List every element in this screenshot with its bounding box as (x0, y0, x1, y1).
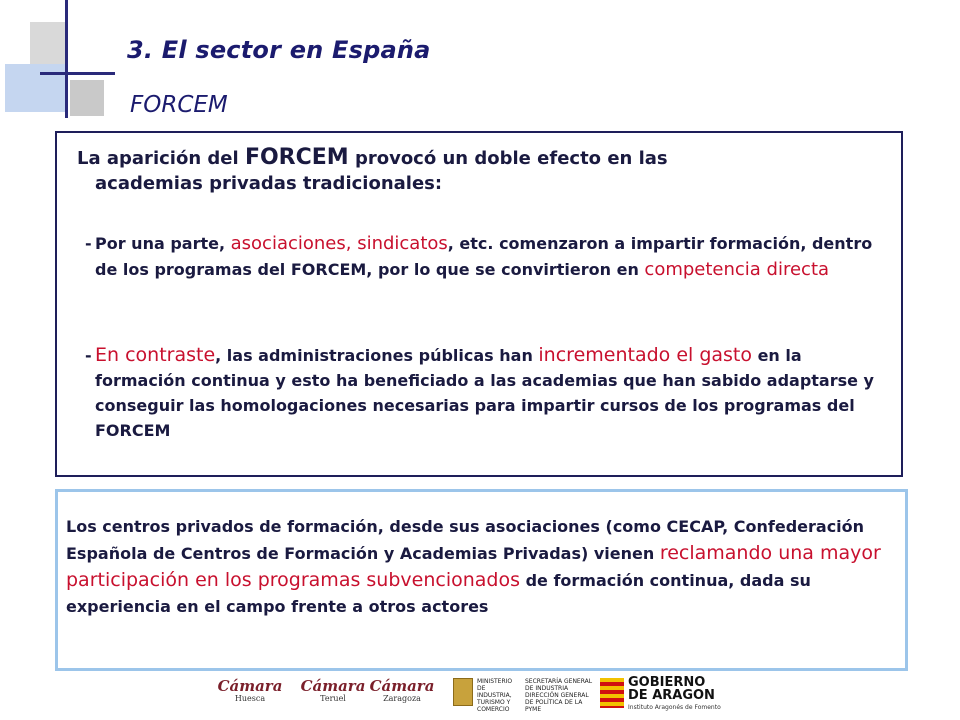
decor-line-horizontal (40, 72, 115, 75)
camara-zaragoza-logo (367, 678, 437, 704)
intro-text-a: La aparición del (77, 148, 245, 169)
camara-name: Cámara (369, 677, 435, 695)
ministry-text: MINISTERIO DE INDUSTRIA, TURISMO Y COMERCIO (477, 678, 513, 713)
camara-name: Cámara (217, 677, 283, 695)
bullet1-highlight-2: competencia directa (644, 259, 830, 280)
bullet2-highlight-1: En contraste (95, 344, 216, 366)
intro-text-c: academias privadas tradicionales: (95, 173, 443, 194)
intro-forcem: FORCEM (244, 145, 349, 170)
forcem-effects-box (55, 131, 903, 477)
bullet1-text-a: Por una parte, (95, 234, 231, 253)
camara-name: Cámara (300, 677, 366, 695)
camara-city: Teruel (320, 694, 346, 703)
centros-paragraph (66, 514, 896, 620)
bullet-dash: - (85, 234, 92, 253)
spain-crest-icon (453, 678, 473, 706)
bullet-asociaciones (85, 231, 897, 283)
slide-subtitle: FORCEM (130, 92, 228, 118)
decor-line-vertical (65, 0, 68, 118)
camara-teruel-logo (298, 678, 368, 704)
gobierno-line3: Instituto Aragonés de Fomento (628, 704, 721, 711)
gobierno-line1: GOBIERNO (628, 675, 706, 690)
bullet2-highlight-2: incrementado el gasto (538, 344, 752, 366)
camara-huesca-logo (215, 678, 285, 704)
bullet2-text-a: , las administraciones públicas han (215, 346, 539, 365)
bullet1-highlight-1: asociaciones, sindicatos (230, 233, 448, 254)
intro-paragraph (77, 145, 877, 196)
gobierno-aragon-logo (600, 676, 745, 712)
gobierno-line2: DE ARAGON (628, 688, 715, 703)
bullet2-text-b: en la formación continua y esto ha beneficiado a las academias que han sabido adaptarse y conseguir las homologaciones necesarias para impartir cursos de los programas del FORCEM (95, 346, 874, 440)
bullet-dash: - (85, 346, 92, 365)
sponsor-logos (215, 674, 745, 714)
slide-title: 3. El sector en España (127, 36, 431, 64)
camara-city: Zaragoza (383, 694, 421, 703)
box2-highlight: reclamando una mayor participación en los programas subvencionados (66, 542, 881, 591)
intro-text-b: provocó un doble efecto en las (348, 148, 668, 169)
decor-square-gray-small (70, 80, 104, 116)
bullet-contraste (85, 343, 897, 443)
camara-city: Huesca (234, 694, 266, 703)
ministerio-logo (453, 678, 593, 713)
box2-text-a: Los centros privados de formación, desde sus asociaciones (como CECAP, Confederación Española de Centros de Formación y Academias Privadas) vienen (66, 517, 865, 563)
secretaria-text: SECRETARÍA GENERAL DE INDUSTRIA DIRECCIÓN GENERAL DE POLÍTICA DE LA PYME (525, 678, 593, 713)
bullet1-text-b: , etc. comenzaron a impartir formación, dentro de los programas del FORCEM, por lo que se convirtieron en (95, 234, 873, 279)
aragon-flag-icon (600, 678, 624, 708)
box2-text-b: de formación continua, dada su experiencia en el campo frente a otros actores (66, 571, 811, 616)
centros-privados-box (55, 489, 908, 671)
